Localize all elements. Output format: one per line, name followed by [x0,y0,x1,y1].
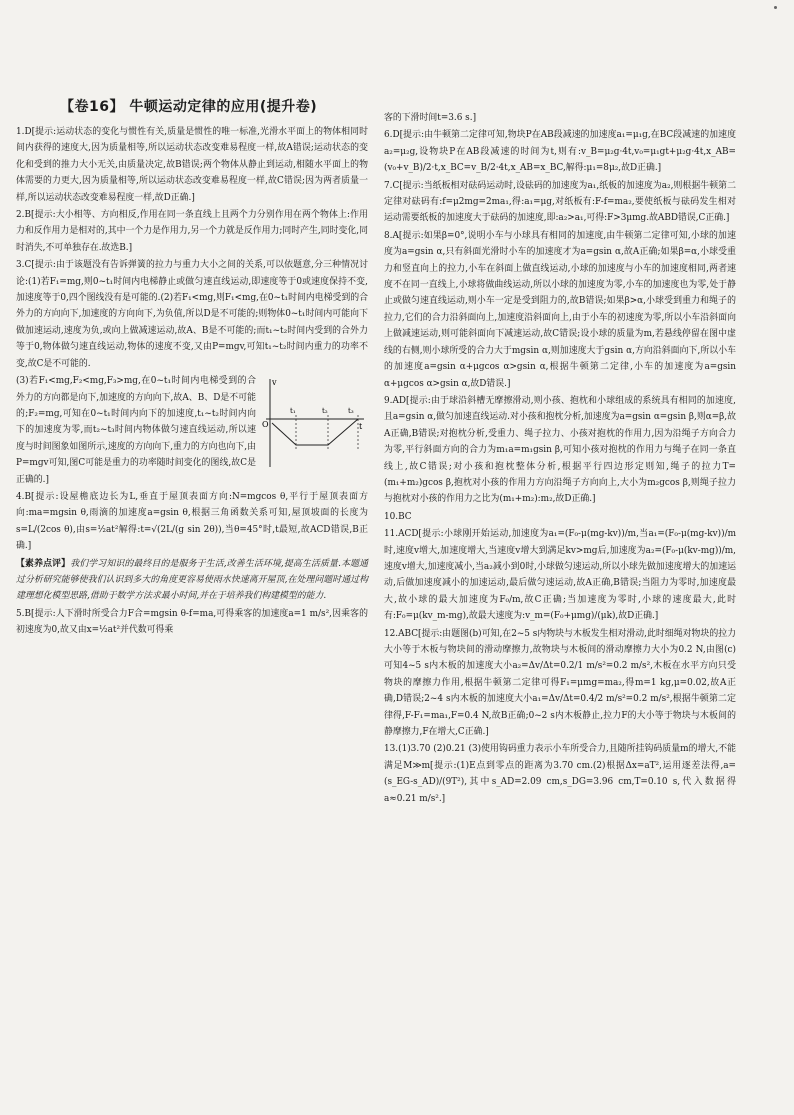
t-axis-label: t [359,422,363,432]
answer-11: 11.ACD[提示:小球刚开始运动,加速度为a₁=(F₀-μ(mg-kv))/m,当a₁=(F₀-μ(mg-kv))/m时,速度v增大,加速度增大,当速度v增大到满足kv>mg后,加速度为a₂=(F₀-μ(kv-mg))/m,速度v增大,加速度减小,当a₂减小到0时,小球做匀速运动,所以小球先做加速度增大的加速运动,后做加速度减小的加速运动,最后做匀速运动,故A正确,B错误;当阻力为零时,加速度最大,故小球的最大加速度为F₀/m,故C正确;当加速度为零时,小球的速度最大,此时有:F₀=μ(kv_m-mg),故最大速度为:v_m=(F₀+μmg)/(μk),故D正确.] [384,529,736,622]
answer-8: 8.A[提示:如果β=0°,说明小车与小球具有相同的加速度,由牛顿第二定律可知,小球的加速度为a=gsin α,只有斜面光滑时小车的加速度才为a=gsin α,故A正确;如果β=α,小球受重力和竖直向上的拉力,小车在斜面上做直线运动,小球的加速度与小车的加速度相同,两者速度不在同一直线上,小球将做曲线运动,所以小球的加速度为零,小车的加速度也为零,处于静止或做匀速直线运动,则小车一定是受到阻力的,故B错误;如果β>α,小球受到重力和绳子的拉力,它们的合力沿斜面向上,加速度沿斜面向上,由于小车的初速度为零,所以小车沿斜面向上做减速运动,则可能斜面向下减速运动,故C错误;设小球的质量为m,若悬线停留在图中虚线的右侧,则小球所受的合力大于mgsin α,则加速度大于gsin α,方向沿斜面向下,所以小车的加速度a=gsin α+μgcos α>gsin α,根据牛顿第二定律,小车的加速度为a=gsin α+μgcos α>gsin α,故D错误.] [384,230,736,389]
answer-10: 10.BC [384,511,412,522]
answer-2: 2.B[提示:大小相等、方向相反,作用在同一条直线上且两个力分别作用在两个物体上:作用力和反作用力是相对的,其中一个力是作用力,另一个力就是反作用力;同时产生,同时变化,同时消失,不可单独存在.故选B.] [16,210,368,253]
origin-label: O [262,420,269,430]
literacy-commentary [16,556,368,605]
answer-7: 7.C[提示:当纸板相对砝码运动时,设砝码的加速度为a₁,纸板的加速度为a₂,则根据牛顿第二定律对砝码有:f=μ2mg=2ma₁,得:a₁=μg,对纸板有:F-f=ma₂,要使纸板与砝码发生相对运动需要纸板的加速度大于砝码的加速度,即:a₂>a₁,可得:F>3μmg.故ABD错误,C正确.] [384,180,736,224]
right-column [384,110,736,808]
vt-graph-svg [262,375,368,471]
answer-3-part-a: 3.C[提示:由于该题没有告诉弹簧的拉力与重力大小之间的关系,可以依题意,分三种情况讨论:(1)若F₁=mg,则0~t₁时间内电梯静止或做匀速直线运动,即速度等于0或速度保持不变,加速度等于0,四个图线没有是可能的.(2)若F₁<mg,则F₁<mg,在0~t₁时间内电梯受到的合外力的方向向下,加速度的方向向下,为负值,所以D是不可能的;则物体0~t₁时间内可能向下做加速运动,速度为负,或向上做减速运动,故A、B是不可能的;而t₁~t₂时间内受到的合外力等于0,物体做匀速直线运动,物体的速度不变,又由P=mgv,可知t₁~t₂时间内重力的功率不变,故C是不可能的. [16,260,368,369]
v-axis-label: v [272,378,277,388]
answer-6: 6.D[提示:由牛顿第二定律可知,物块P在AB段减速的加速度a₁=μ₁g,在BC段减速的加速度a₂=μ₂g,设物块P在AB段减速的时间为t,则有:v_B=μ₂g·4t,v₀=μ₁gt+μ₂g·4t,x_AB=(v₀+v_B)/2·t,x_BC=v_B/2·4t,x_AB=x_BC,解得:μ₁=8μ₂,故D正确.] [384,130,736,174]
answer-5: 5.B[提示:人下滑时所受合力F合=mgsin θ-f=ma,可得乘客的加速度a=1 m/s²,因乘客的初速度为0,故又由x=½at²并代数可得乘 [16,608,368,636]
page-title: 【卷16】 牛顿运动定律的应用(提升卷) [60,99,318,115]
commentary-text: 我们学习知识的最终目的是服务于生活,改善生活环境,提高生活质量.本题通过分析研究能够使我们认识到多大的角度更容易使雨水快速离开屋顶,在处理问题时通过构建理想化模型思路,借助于数学方法求最小时间,并在于培养我们构建模型的能力. [16,558,369,602]
answer-5-continued: 客的下滑时间t=3.6 s.] [384,113,477,123]
left-column [16,124,368,640]
scan-speck [774,6,777,9]
answer-13: 13.(1)3.70 (2)0.21 (3)使用钩码重力表示小车所受合力,且随所挂钩码质量m的增大,不能满足M≫m[提示:(1)E点到零点的距离为3.70 cm.(2)根据Δx=aT²,运用逐差法得,a=(s_EG-s_AD)/(9T²),其中s_AD=2.09 cm,s_DG=3.96 cm,T=0.10 s,代入数据得a≈0.21 m/s².] [384,744,736,804]
answer-3-part-b: (3)若F₁<mg,F₂<mg,F₃>mg,在0~t₁时间内电梯受到的合外力的方向都是向下,加速度的方向向下,故A、B、D是不可能的;F₂=mg,可知在0~t₁时间内向下的加速度,t₁~t₂时间内向下的加速度为零,而t₂~t₃时间内物体做匀速直线运动,所以速度与时间图象如图所示,速度的方向向下,重力的方向也向下,由P=mgv可知,图C可能是重力的功率随时间变化的图线,故C是正确的.] [16,376,256,485]
velocity-time-graph [262,375,368,471]
velocity-line [272,419,358,445]
t3-label: t₃ [348,407,354,416]
answer-1: 1.D[提示:运动状态的变化与惯性有关,质量是惯性的唯一标准,光滑水平面上的物体相同时间内获得的速度大,因为质量相等,所以运动状态改变难易程度一样,故A错误;运动状态的变化和受到的推力大小无关,由质量决定,故B错误;两个物体从静止到运动,相随水平面上的物体需要的力更大,因为质量相等,所以运动状态改变难易程度一样,故C错误;因为两者质量一样,所以运动状态改变难易程度一样,故D正确.] [16,127,368,203]
answer-4: 4.B[提示:设屋檐底边长为L,垂直于屋顶表面方向:N=mgcos θ,平行于屋顶表面方向:ma=mgsin θ,雨滴的加速度a=gsin θ,根据三角函数关系可知,屋顶坡面的长度为s=L/(2cos θ),由s=½at²解得:t=√(2L/(g sin 2θ)),当θ=45°时,t最短,故ACD错误,B正确.] [16,491,368,552]
commentary-tag: 【素养点评】 [16,558,71,569]
t2-label: t₂ [322,407,328,416]
answer-12: 12.ABC[提示:由题图(b)可知,在2~5 s内物块与木板发生相对滑动,此时细绳对物块的拉力大小等于木板与物块间的滑动摩擦力,故物块与木板间的滑动摩擦力大小为0.2 N,由图(c)可知4~5 s内木板的加速度大小a₂=Δv/Δt=0.2/1 m/s²=0.2 m/s²,木板在水平方向只受物块的摩擦力作用,根据牛顿第二定律可得F₁=μmg=ma₂,得m=1 kg,μ=0.02,故A正确,D错误;2~4 s内木板的加速度大小a₁=Δv/Δt=0.4/2 m/s²=0.2 m/s²,根据牛顿第二定律得,F-F₁=ma₁,F=0.4 N,故B正确;0~2 s内木板静止,拉力F的大小等于物块与木板间的静摩擦力,F在增大,C正确.] [384,628,736,738]
t1-label: t₁ [290,407,296,416]
answer-9: 9.AD[提示:由于球沿斜槽无摩擦滑动,则小孩、抱枕和小球组成的系统具有相同的加速度,且a=gsin α,做匀加速直线运动.对小孩和抱枕分析,加速度为a=gsin α=gsin β,则α=β,故A正确,B错误;对抱枕分析,受重力、绳子拉力、小孩对抱枕的作用力,因为沿绳子方向合力为零,平行斜面方向的合力为m₁a=m₁gsin β,可知小孩对抱枕的作用力与绳子在同一条直线上,故C错误;对小孩和抱枕整体分析,根据平行四边形定则知,绳子的拉力T=(m₁+m₂)gcos β,抱枕对小孩的作用力方向沿绳子方向向上,大小为m₂gcos β,则绳子拉力与抱枕对小孩的作用力之比为(m₁+m₂):m₂,故D正确.] [384,395,736,505]
